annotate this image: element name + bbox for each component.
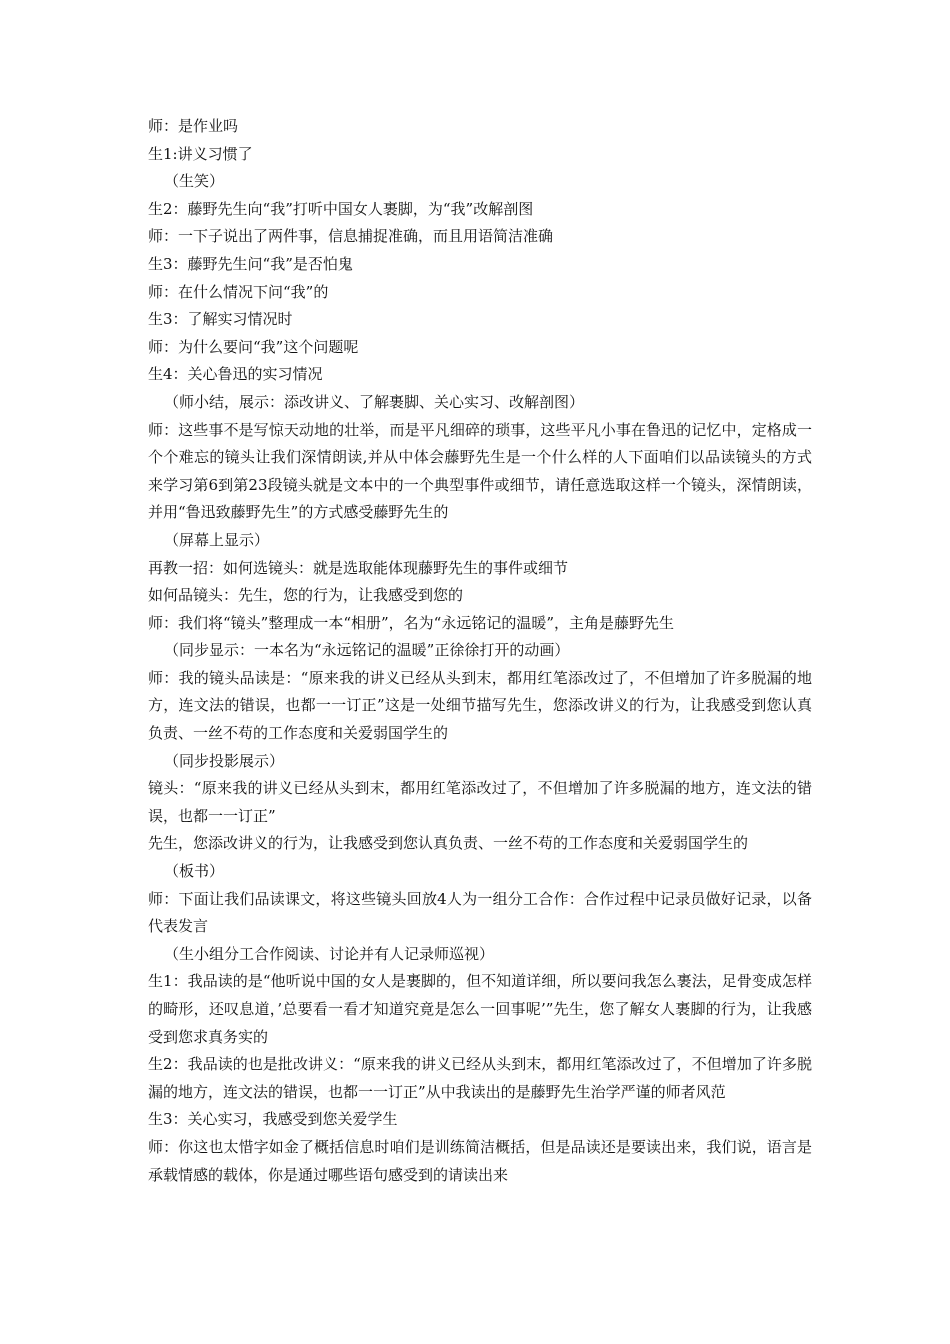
paragraph-2: 生1:讲义习惯了 <box>148 144 253 163</box>
paragraph-17: （同步显示：一本名为“永远铭记的温暖”正徐徐打开的动画） <box>164 641 570 660</box>
paragraph-7: 师：在什么情况下问“我”的 <box>148 282 329 301</box>
paragraph-18: 师：我的镜头品读是：“原来我的讲义已经从头到末，都用红笔添改过了，不但增加了许多脱漏的地方，连文法的错误，也都一一订正”这是一处细节描写先生，您添改讲义的行为，让我感受到您认真负责、一丝不苟的工作态度和关爱弱国学生的 <box>148 668 812 743</box>
paragraph-3: （生笑） <box>164 172 225 191</box>
paragraph-14: 再教一招：如何选镜头：就是选取能体现藤野先生的事件或细节 <box>148 558 569 577</box>
paragraph-19: （同步投影展示） <box>164 751 285 770</box>
paragraph-21: 先生，您添改讲义的行为，让我感受到您认真负责、一丝不苟的工作态度和关爱弱国学生的 <box>148 834 749 853</box>
paragraph-16: 师：我们将“镜头”整理成一本“相册”，名为“永远铭记的温暖”，主角是藤野先生 <box>148 613 675 632</box>
paragraph-22: （板书） <box>164 862 225 881</box>
paragraph-25: 生1：我品读的是“他听说中国的女人是裹脚的，但不知道详细，所以要问我怎么裹法，足骨变成怎样的畸形，还叹息道，’总要看一看才知道究竟是怎么一回事呢’”先生，您了解女人裹脚的行为，让我感受到您求真务实的 <box>148 972 812 1046</box>
paragraph-4: 生2：藤野先生向“我”打听中国女人裹脚，为“我”改解剖图 <box>148 199 534 218</box>
paragraph-1: 师：是作业吗 <box>148 117 239 135</box>
paragraph-13: （屏幕上显示） <box>164 530 270 549</box>
paragraph-11: （师小结，展示：添改讲义、了解裹脚、关心实习、改解剖图） <box>164 392 585 411</box>
paragraph-12: 师：这些事不是写惊天动地的壮举，而是平凡细碎的琐事，这些平凡小事在鲁迅的记忆中，定格成一个个难忘的镜头让我们深情朗读,并从中体会藤野先生是一个什么样的人下面咱们以品读镜头的方式来学习第6到第23段镜头就是文本中的一个典型事件或细节，请任意选取这样一个镜头，深情朗读，并用“鲁迅致藤野先生”的方式感受藤野先生的 <box>148 420 812 522</box>
paragraph-27: 生3：关心实习，我感受到您关爱学生 <box>148 1110 398 1129</box>
paragraph-20: 镜头：“原来我的讲义已经从头到末，都用红笔添改过了，不但增加了许多脱漏的地方，连文法的错误，也都一一订正” <box>148 779 812 825</box>
paragraph-8: 生3：了解实习情况时 <box>148 310 293 329</box>
paragraph-5: 师：一下子说出了两件事，信息捕捉准确，而且用语简洁准确 <box>148 227 554 246</box>
paragraph-6: 生3：藤野先生问“我”是否怕鬼 <box>148 254 353 273</box>
paragraph-15: 如何品镜头：先生，您的行为，让我感受到您的 <box>148 586 464 605</box>
paragraph-26: 生2：我品读的也是批改讲义：“原来我的讲义已经从头到末，都用红笔添改过了，不但增加了许多脱漏的地方，连文法的错误，也都一一订正”从中我读出的是藤野先生治学严谨的师者风范 <box>148 1055 812 1101</box>
paragraph-24: （生小组分工合作阅读、讨论并有人记录师巡视） <box>164 944 495 963</box>
paragraph-28: 师：你这也太惜字如金了概括信息时咱们是训练简洁概括，但是品读还是要读出来，我们说，语言是承载情感的载体，你是通过哪些语句感受到的请读出来 <box>148 1137 812 1184</box>
document-body <box>142 113 812 1189</box>
paragraph-9: 师：为什么要问“我”这个问题呢 <box>148 337 359 356</box>
paragraph-23: 师：下面让我们品读课文，将这些镜头回放4人为一组分工合作：合作过程中记录员做好记录，以备代表发言 <box>148 889 812 936</box>
paragraph-10: 生4：关心鲁迅的实习情况 <box>148 365 323 384</box>
